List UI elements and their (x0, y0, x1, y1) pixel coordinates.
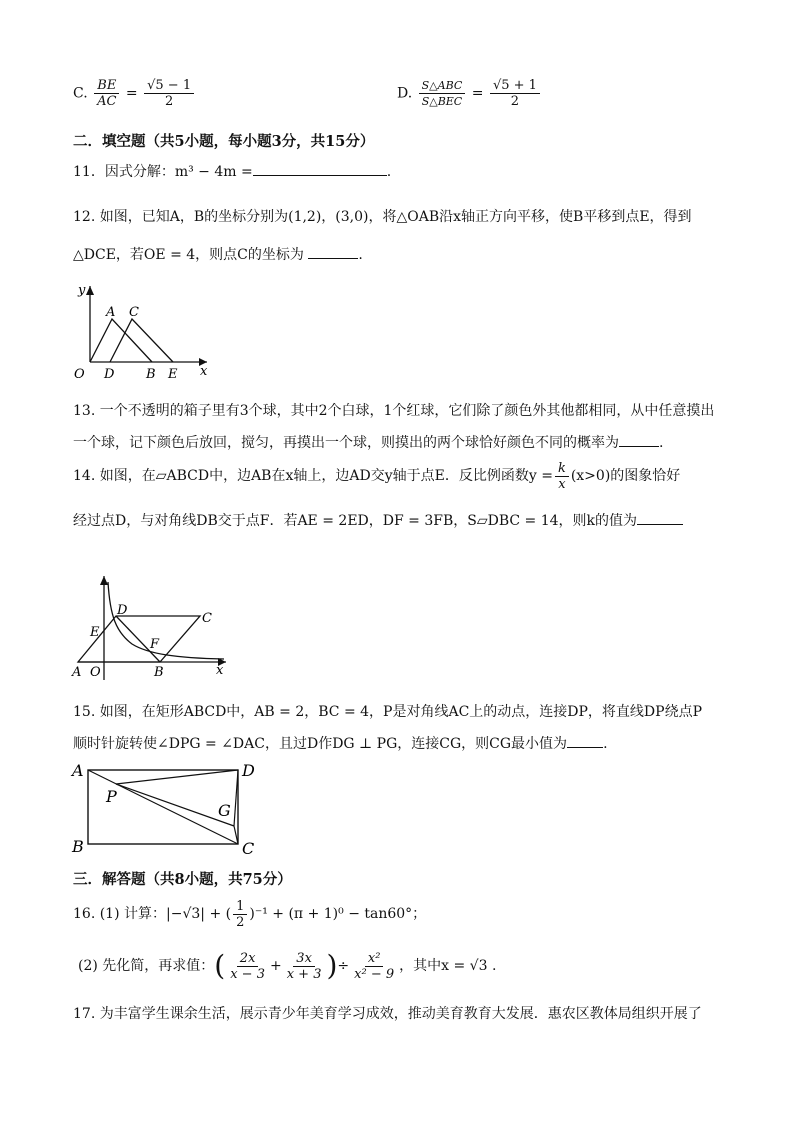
choice-d-eq: = (471, 85, 484, 102)
q15-line-2 (73, 733, 608, 754)
q14-label-f: F (150, 637, 160, 652)
q14-line-1 (73, 458, 680, 494)
q12-label-d: D (104, 367, 115, 382)
q12-end: . (358, 247, 363, 263)
q13-line-2-text: 一个球，记下颜色后放回，搅匀，再摸出一个球，则摸出的两个球恰好颜色不同的概率为 (73, 435, 619, 451)
q16-part-1-expr-b: )⁻¹ + (π + 1)⁰ − tan60°； (249, 906, 427, 922)
q14-label-a: A (72, 665, 82, 680)
q12-line-1: 12. 如图，已知A，B的坐标分别为(1,2)，(3,0)，将△OAB沿x轴正方向平移，使B平移到点E，得到 (73, 209, 692, 225)
q12-label-e: E (168, 367, 178, 382)
choice-c-label: C. (73, 85, 88, 102)
q12-label-a: A (106, 305, 116, 320)
q11-number: 11． (73, 164, 105, 180)
q14-label-d: D (117, 603, 128, 618)
choice-c-lhs-num: BE (94, 78, 119, 94)
q16-fraction-3 (351, 951, 397, 982)
q14-line-2-text: 经过点D，与对角线DB交于点F．若AE = 2ED，DF = 3FB，S▱DBC = 14，则k的值为 (73, 513, 638, 529)
q16-f3-num: x² (365, 951, 384, 967)
q12-label-o: O (74, 367, 85, 382)
q15-end: . (603, 736, 608, 752)
q16-half-fraction (233, 899, 247, 930)
q15-line-2-text: 顺时针旋转使∠DPG = ∠DAC，且过D作DG ⊥ PG，连接CG，则CG最小值为 (73, 736, 568, 752)
q12-answer-blank[interactable] (308, 244, 358, 259)
choice-d-label: D. (397, 85, 413, 102)
choice-c-eq: = (125, 85, 138, 102)
q12-line-2 (73, 244, 363, 265)
q13-end: . (659, 435, 664, 451)
q13-line-2 (73, 432, 663, 453)
q16-part-2-label: (2) 先化简，再求值： (78, 958, 215, 974)
q13-line-1: 13. 一个不透明的箱子里有3个球，其中2个白球，1个红球，它们除了颜色外其他都相同，从中任意摸出 (73, 403, 715, 419)
q14-label-o: O (90, 665, 101, 680)
choice-d (397, 78, 542, 109)
q15-figure (66, 760, 266, 856)
q16-part-1-label: 16. (1) 计算： (73, 906, 166, 922)
q16-half-den: 2 (236, 914, 245, 930)
q16-plus: + (269, 958, 282, 974)
choice-d-lhs-den: S△BEC (421, 95, 463, 108)
q14-line-1-text: 14. 如图，在▱ABCD中，边AB在x轴上，边AD交y轴于点E．反比例函数y = (73, 468, 553, 484)
q16-fraction-1 (227, 951, 268, 982)
choice-d-rhs-den: 2 (510, 94, 520, 109)
q11-end: . (386, 164, 392, 180)
q16-close-paren: ) (326, 949, 338, 982)
q14-label-x: x (216, 663, 224, 678)
q14-line-1-tail: (x>0)的图象恰好 (570, 468, 681, 484)
q15-label-a: A (72, 761, 84, 780)
q16-divide: ÷ (337, 958, 350, 974)
q16-part-1-expr-a: |−√3| + ( (166, 906, 232, 922)
q14-k-over-x (555, 461, 569, 492)
section-2-title: 二．填空题（共5小题，每小题3分，共15分） (73, 133, 375, 150)
q11-answer-blank[interactable] (253, 161, 387, 176)
question-11 (73, 161, 391, 182)
q14-figure (66, 572, 236, 682)
choice-c-rhs-den: 2 (164, 94, 174, 109)
choice-c-lhs-den: AC (97, 94, 117, 109)
q16-f2-den: x + 3 (286, 966, 322, 982)
q16-half-num: 1 (233, 899, 247, 915)
choice-c (73, 78, 196, 109)
q15-label-d: D (242, 761, 255, 780)
q16-part-2-tail: ，其中x = √3 . (399, 958, 497, 974)
choice-d-rhs (490, 78, 540, 109)
segment-dp (116, 770, 238, 784)
q16-f1-den: x − 3 (230, 966, 265, 982)
triangle-dce (110, 319, 173, 362)
choice-c-lhs (94, 78, 119, 109)
segment-pg (116, 784, 234, 826)
q15-label-c: C (242, 839, 255, 856)
q12-line-2-text: △DCE，若OE = 4，则点C的坐标为 (73, 247, 304, 263)
choice-d-rhs-num: √5 + 1 (490, 78, 540, 94)
q14-frac-num: k (555, 461, 569, 477)
q14-label-b: B (154, 665, 164, 680)
q11-text: 因式分解：m³ − 4m = (104, 164, 253, 180)
q15-label-p: P (106, 787, 117, 806)
q12-figure (66, 282, 216, 382)
choice-c-rhs-num: √5 − 1 (144, 78, 194, 94)
q17-line-1: 17. 为丰富学生课余生活，展示青少年美育学习成效，推动美育教育大发展．惠农区教体局组织开展了 (73, 1006, 702, 1022)
choice-c-rhs (144, 78, 194, 109)
choice-d-lhs (419, 78, 466, 109)
q16-f1-num: 2x (237, 951, 259, 967)
q14-label-c: C (202, 611, 212, 626)
q15-line-1: 15. 如图，在矩形ABCD中，AB = 2，BC = 4，P是对角线AC上的动点，连接DP，将直线DP绕点P (73, 704, 702, 720)
q14-y-arrow (100, 576, 108, 585)
diagonal-ac (88, 770, 238, 844)
q12-label-b: B (146, 367, 156, 382)
q14-answer-blank[interactable] (637, 510, 683, 525)
q16-part-1 (73, 897, 426, 931)
q12-y-arrow (86, 286, 94, 295)
q16-fraction-2 (284, 951, 325, 982)
q14-label-e: E (90, 625, 100, 640)
q15-answer-blank[interactable] (567, 733, 603, 748)
q12-label-x: x (200, 364, 208, 379)
q16-open-paren: ( (214, 949, 226, 982)
section-3-title: 三．解答题（共8小题，共75分） (73, 871, 292, 888)
q16-f3-den: x² − 9 (354, 966, 395, 982)
q12-label-y: y (78, 283, 86, 298)
q15-label-b: B (72, 837, 84, 856)
q14-frac-den: x (558, 476, 566, 492)
q16-f2-num: 3x (293, 951, 315, 967)
q12-label-c: C (129, 305, 139, 320)
q13-answer-blank[interactable] (619, 432, 659, 447)
q15-label-g: G (218, 801, 231, 820)
q14-line-2 (73, 510, 683, 531)
q16-part-2 (78, 946, 496, 986)
choice-d-lhs-num: S△ABC (419, 78, 466, 94)
